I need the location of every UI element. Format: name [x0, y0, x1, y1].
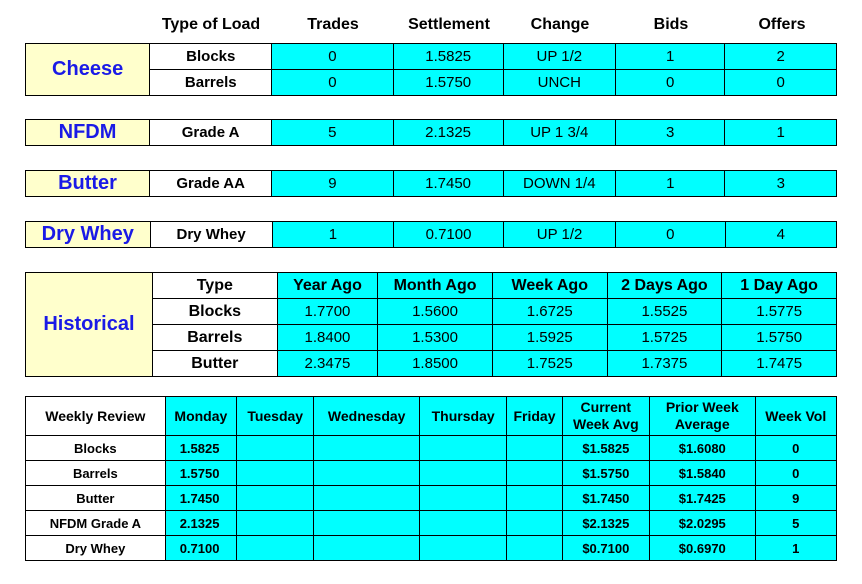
weekly-tuesday — [237, 461, 314, 486]
weekly-friday — [507, 461, 562, 486]
weekly-prior-avg: $1.7425 — [650, 486, 756, 511]
weekly-friday — [507, 511, 562, 536]
dry-whey-trades: 1 — [272, 222, 393, 248]
weekly-monday: 1.5750 — [165, 461, 236, 486]
weekly-thursday — [419, 511, 506, 536]
weekly-current-avg: $1.7450 — [562, 486, 649, 511]
historical-header: 2 Days Ago — [607, 273, 722, 299]
weekly-friday — [507, 436, 562, 461]
historical-value: 2.3475 — [277, 351, 377, 377]
butter-type: Grade AA — [150, 171, 272, 197]
historical-value: 1.7700 — [277, 299, 377, 325]
cheese-bids: 1 — [615, 44, 725, 70]
historical-value: 1.5525 — [607, 299, 722, 325]
dry-whey-type: Dry Whey — [150, 222, 272, 248]
header-type-of-load: Type of Load — [161, 15, 261, 33]
historical-value: 1.5300 — [378, 325, 493, 351]
butter-settlement: 1.7450 — [393, 171, 503, 197]
weekly-thursday — [419, 486, 506, 511]
weekly-tuesday — [237, 436, 314, 461]
butter-change: DOWN 1/4 — [503, 171, 615, 197]
historical-value: 1.6725 — [492, 299, 607, 325]
historical-header: Type — [152, 273, 277, 299]
weekly-tuesday — [237, 486, 314, 511]
weekly-vol: 9 — [755, 486, 836, 511]
weekly-friday — [507, 486, 562, 511]
weekly-product: Blocks — [26, 436, 166, 461]
butter-label: Butter — [26, 171, 150, 197]
butter-table — [25, 170, 837, 197]
cheese-type: Barrels — [150, 70, 272, 96]
cheese-trades: 0 — [272, 44, 393, 70]
market-header-row — [150, 12, 838, 37]
cheese-trades: 0 — [272, 70, 393, 96]
historical-type: Barrels — [152, 325, 277, 351]
nfdm-trades: 5 — [272, 120, 393, 146]
weekly-header: Thursday — [419, 397, 506, 436]
cheese-offers: 0 — [725, 70, 837, 96]
weekly-wednesday — [314, 436, 420, 461]
header-change: Change — [530, 15, 590, 33]
weekly-prior-avg: $1.6080 — [650, 436, 756, 461]
historical-value: 1.7375 — [607, 351, 722, 377]
cheese-settlement: 1.5825 — [393, 44, 503, 70]
nfdm-change: UP 1 3/4 — [503, 120, 615, 146]
table-row — [26, 171, 837, 197]
weekly-header: Monday — [165, 397, 236, 436]
historical-value: 1.8400 — [277, 325, 377, 351]
weekly-prior-avg: $2.0295 — [650, 511, 756, 536]
dry-whey-offers: 4 — [725, 222, 836, 248]
historical-header: Month Ago — [378, 273, 493, 299]
weekly-product: Dry Whey — [26, 536, 166, 561]
table-row — [26, 44, 837, 70]
historical-value: 1.5600 — [378, 299, 493, 325]
butter-bids: 1 — [616, 171, 725, 197]
historical-type: Blocks — [152, 299, 277, 325]
weekly-wednesday — [314, 511, 420, 536]
historical-header: 1 Day Ago — [722, 273, 837, 299]
table-row — [26, 222, 837, 248]
weekly-vol: 1 — [755, 536, 836, 561]
weekly-current-avg: $1.5825 — [562, 436, 649, 461]
weekly-header: Wednesday — [314, 397, 420, 436]
table-row — [26, 486, 837, 511]
cheese-offers: 2 — [725, 44, 837, 70]
weekly-wednesday — [314, 486, 420, 511]
dry-whey-label: Dry Whey — [26, 222, 151, 248]
table-row — [26, 397, 837, 436]
weekly-header: Friday — [507, 397, 562, 436]
header-bids: Bids — [653, 15, 689, 33]
weekly-prior-avg: $0.6970 — [650, 536, 756, 561]
cheese-type: Blocks — [150, 44, 272, 70]
weekly-prior-avg: $1.5840 — [650, 461, 756, 486]
historical-label: Historical — [26, 273, 153, 377]
weekly-friday — [507, 536, 562, 561]
historical-table — [25, 272, 837, 377]
historical-value: 1.7475 — [722, 351, 837, 377]
nfdm-offers: 1 — [725, 120, 837, 146]
cheese-change: UNCH — [503, 70, 615, 96]
historical-value: 1.5925 — [492, 325, 607, 351]
historical-header: Week Ago — [492, 273, 607, 299]
table-row — [26, 273, 837, 299]
historical-header: Year Ago — [277, 273, 377, 299]
table-row — [26, 436, 837, 461]
cheese-change: UP 1/2 — [503, 44, 615, 70]
weekly-current-avg: $1.5750 — [562, 461, 649, 486]
weekly-review-table — [25, 396, 837, 561]
table-row — [26, 120, 837, 146]
cheese-label: Cheese — [26, 44, 150, 96]
weekly-vol: 0 — [755, 461, 836, 486]
cheese-table — [25, 43, 837, 96]
nfdm-table — [25, 119, 837, 146]
header-settlement: Settlement — [408, 15, 490, 33]
table-row — [26, 511, 837, 536]
weekly-header: Week Vol — [755, 397, 836, 436]
historical-type: Butter — [152, 351, 277, 377]
cheese-bids: 0 — [615, 70, 725, 96]
dry-whey-table — [25, 221, 837, 248]
dry-whey-settlement: 0.7100 — [394, 222, 504, 248]
weekly-wednesday — [314, 536, 420, 561]
weekly-vol: 5 — [755, 511, 836, 536]
weekly-thursday — [419, 536, 506, 561]
historical-value: 1.5750 — [722, 325, 837, 351]
weekly-monday: 2.1325 — [165, 511, 236, 536]
header-trades: Trades — [307, 15, 359, 33]
historical-value: 1.5775 — [722, 299, 837, 325]
weekly-header: Tuesday — [237, 397, 314, 436]
nfdm-bids: 3 — [615, 120, 725, 146]
weekly-current-avg: $2.1325 — [562, 511, 649, 536]
weekly-current-avg: $0.7100 — [562, 536, 649, 561]
historical-value: 1.5725 — [607, 325, 722, 351]
butter-offers: 3 — [725, 171, 837, 197]
weekly-monday: 1.5825 — [165, 436, 236, 461]
weekly-header: Current Week Avg — [562, 397, 649, 436]
weekly-vol: 0 — [755, 436, 836, 461]
nfdm-label: NFDM — [26, 120, 150, 146]
historical-value: 1.7525 — [492, 351, 607, 377]
weekly-product: NFDM Grade A — [26, 511, 166, 536]
weekly-tuesday — [237, 511, 314, 536]
weekly-monday: 1.7450 — [165, 486, 236, 511]
table-row — [26, 536, 837, 561]
butter-trades: 9 — [272, 171, 393, 197]
cheese-settlement: 1.5750 — [393, 70, 503, 96]
nfdm-settlement: 2.1325 — [393, 120, 503, 146]
weekly-tuesday — [237, 536, 314, 561]
historical-value: 1.8500 — [378, 351, 493, 377]
weekly-product: Barrels — [26, 461, 166, 486]
weekly-header: Weekly Review — [26, 397, 166, 436]
weekly-thursday — [419, 461, 506, 486]
weekly-monday: 0.7100 — [165, 536, 236, 561]
dry-whey-bids: 0 — [616, 222, 725, 248]
weekly-product: Butter — [26, 486, 166, 511]
dry-whey-change: UP 1/2 — [504, 222, 616, 248]
table-row — [26, 461, 837, 486]
weekly-header: Prior Week Average — [650, 397, 756, 436]
header-offers: Offers — [758, 15, 806, 33]
weekly-thursday — [419, 436, 506, 461]
nfdm-type: Grade A — [150, 120, 272, 146]
weekly-wednesday — [314, 461, 420, 486]
